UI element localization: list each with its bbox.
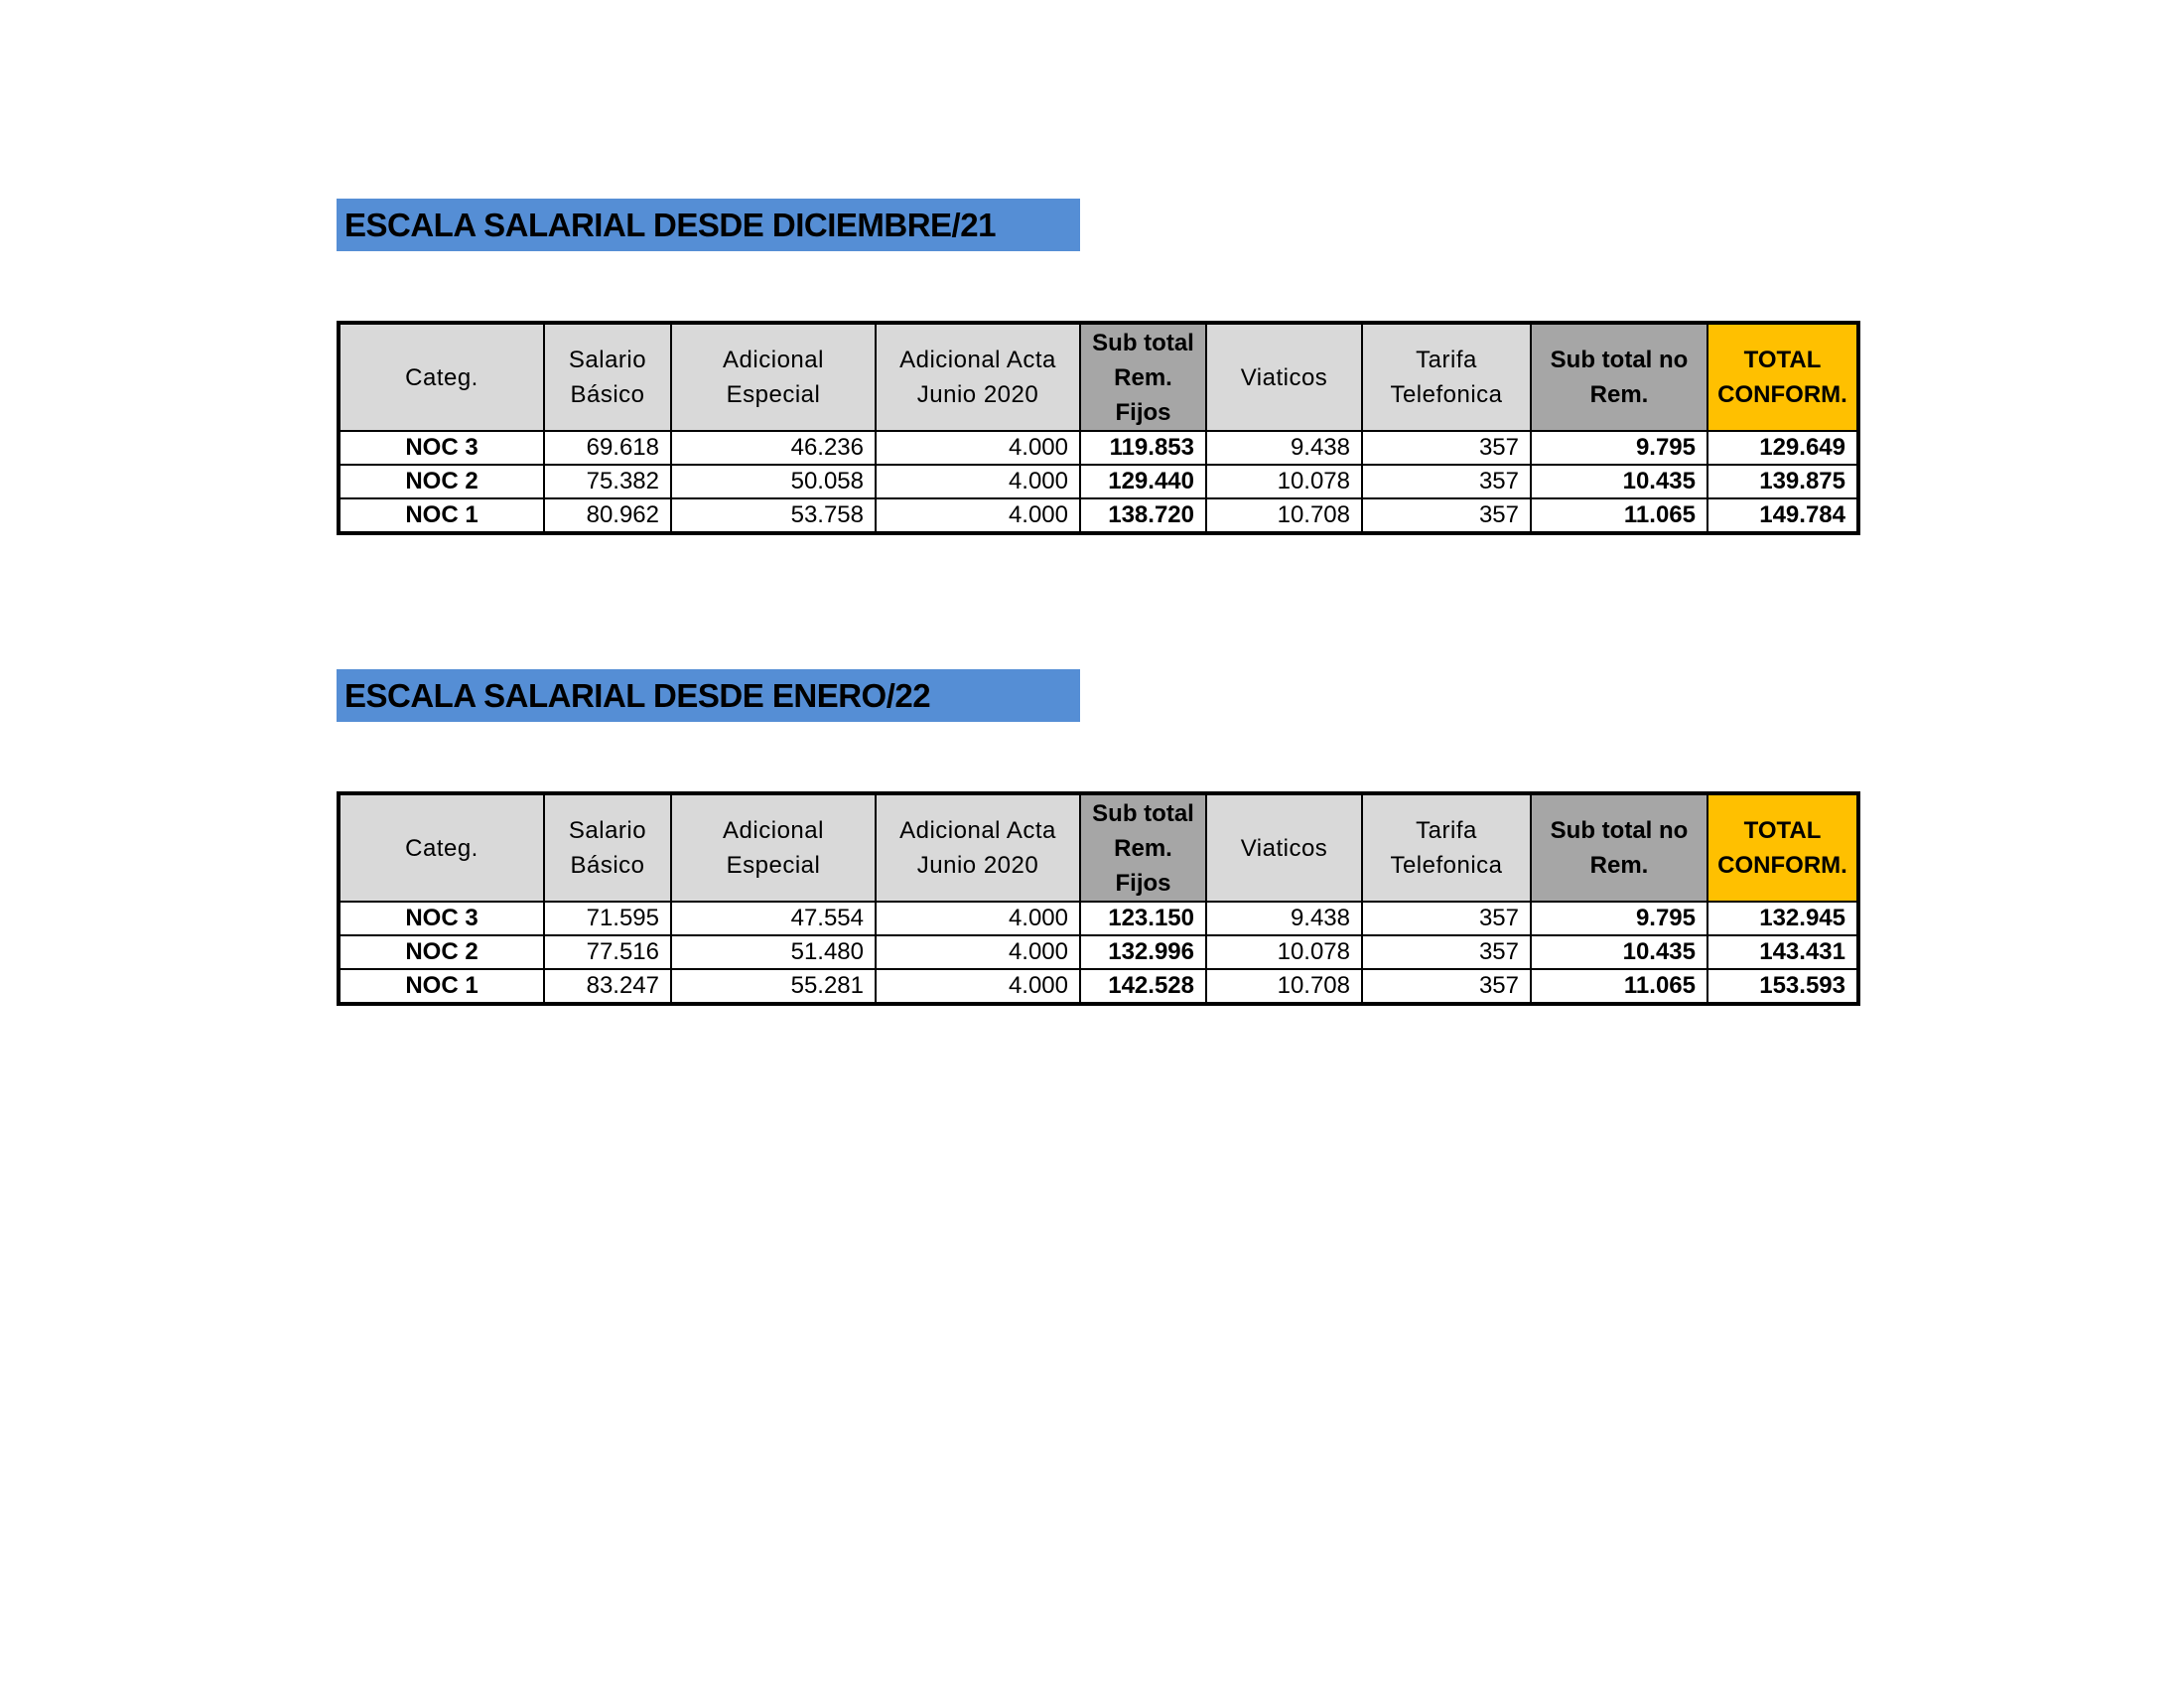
header-adicional-especial: Adicional Especial [671,793,876,902]
cell-categ: NOC 3 [339,431,544,465]
cell-categ: NOC 2 [339,935,544,969]
header-salario-basico: Salario Básico [544,793,671,902]
cell-salario: 80.962 [544,498,671,533]
section-title-text: ESCALA SALARIAL DESDE ENERO/22 [344,676,931,714]
cell-adicional: 53.758 [671,498,876,533]
header-subtotal-rem: Sub total Rem. Fijos [1080,793,1206,902]
cell-categ: NOC 1 [339,969,544,1004]
cell-tarifa: 357 [1362,465,1531,498]
cell-acta: 4.000 [876,465,1080,498]
header-total-conform: TOTAL CONFORM. [1707,793,1858,902]
section-title [337,199,1080,251]
cell-adicional: 50.058 [671,465,876,498]
cell-adicional: 47.554 [671,902,876,935]
cell-acta: 4.000 [876,902,1080,935]
cell-subtotal-rem: 132.996 [1080,935,1206,969]
header-tarifa-telefonica: Tarifa Telefonica [1362,793,1531,902]
cell-subtotal-norem: 9.795 [1531,902,1707,935]
header-tarifa-telefonica: Tarifa Telefonica [1362,323,1531,431]
cell-viaticos: 10.708 [1206,498,1362,533]
scale-section-dic21 [337,199,1847,528]
table-row [339,969,1858,1004]
cell-viaticos: 9.438 [1206,902,1362,935]
cell-categ: NOC 1 [339,498,544,533]
cell-viaticos: 9.438 [1206,431,1362,465]
cell-subtotal-norem: 10.435 [1531,465,1707,498]
cell-acta: 4.000 [876,969,1080,1004]
cell-subtotal-norem: 10.435 [1531,935,1707,969]
header-viaticos: Viaticos [1206,793,1362,902]
cell-salario: 71.595 [544,902,671,935]
header-total-conform: TOTAL CONFORM. [1707,323,1858,431]
cell-tarifa: 357 [1362,969,1531,1004]
header-salario-basico: Salario Básico [544,323,671,431]
header-adicional-acta: Adicional Acta Junio 2020 [876,793,1080,902]
section-title [337,669,1080,722]
salary-table [337,321,1860,535]
cell-tarifa: 357 [1362,935,1531,969]
cell-salario: 69.618 [544,431,671,465]
cell-adicional: 46.236 [671,431,876,465]
header-subtotal-norem: Sub total no Rem. [1531,793,1707,902]
cell-total: 149.784 [1707,498,1858,533]
cell-adicional: 51.480 [671,935,876,969]
cell-total: 132.945 [1707,902,1858,935]
table-row [339,498,1858,533]
cell-subtotal-rem: 123.150 [1080,902,1206,935]
cell-salario: 83.247 [544,969,671,1004]
header-viaticos: Viaticos [1206,323,1362,431]
cell-tarifa: 357 [1362,431,1531,465]
cell-acta: 4.000 [876,935,1080,969]
cell-total: 139.875 [1707,465,1858,498]
cell-tarifa: 357 [1362,902,1531,935]
header-adicional-acta: Adicional Acta Junio 2020 [876,323,1080,431]
cell-categ: NOC 2 [339,465,544,498]
cell-acta: 4.000 [876,431,1080,465]
cell-subtotal-norem: 11.065 [1531,969,1707,1004]
cell-subtotal-rem: 138.720 [1080,498,1206,533]
salary-table [337,791,1860,1006]
header-row [339,793,1858,902]
table-row [339,465,1858,498]
table-row [339,902,1858,935]
header-categ: Categ. [339,793,544,902]
cell-viaticos: 10.078 [1206,465,1362,498]
cell-total: 153.593 [1707,969,1858,1004]
cell-subtotal-rem: 129.440 [1080,465,1206,498]
table-row [339,935,1858,969]
cell-adicional: 55.281 [671,969,876,1004]
cell-total: 129.649 [1707,431,1858,465]
header-row [339,323,1858,431]
section-title-text: ESCALA SALARIAL DESDE DICIEMBRE/21 [344,206,996,243]
header-subtotal-norem: Sub total no Rem. [1531,323,1707,431]
cell-categ: NOC 3 [339,902,544,935]
cell-tarifa: 357 [1362,498,1531,533]
header-adicional-especial: Adicional Especial [671,323,876,431]
cell-salario: 77.516 [544,935,671,969]
cell-viaticos: 10.078 [1206,935,1362,969]
cell-subtotal-norem: 11.065 [1531,498,1707,533]
header-categ: Categ. [339,323,544,431]
scale-section-ene22 [337,669,1847,999]
header-subtotal-rem: Sub total Rem. Fijos [1080,323,1206,431]
cell-subtotal-rem: 119.853 [1080,431,1206,465]
cell-salario: 75.382 [544,465,671,498]
cell-viaticos: 10.708 [1206,969,1362,1004]
cell-total: 143.431 [1707,935,1858,969]
cell-acta: 4.000 [876,498,1080,533]
cell-subtotal-norem: 9.795 [1531,431,1707,465]
table-row [339,431,1858,465]
cell-subtotal-rem: 142.528 [1080,969,1206,1004]
